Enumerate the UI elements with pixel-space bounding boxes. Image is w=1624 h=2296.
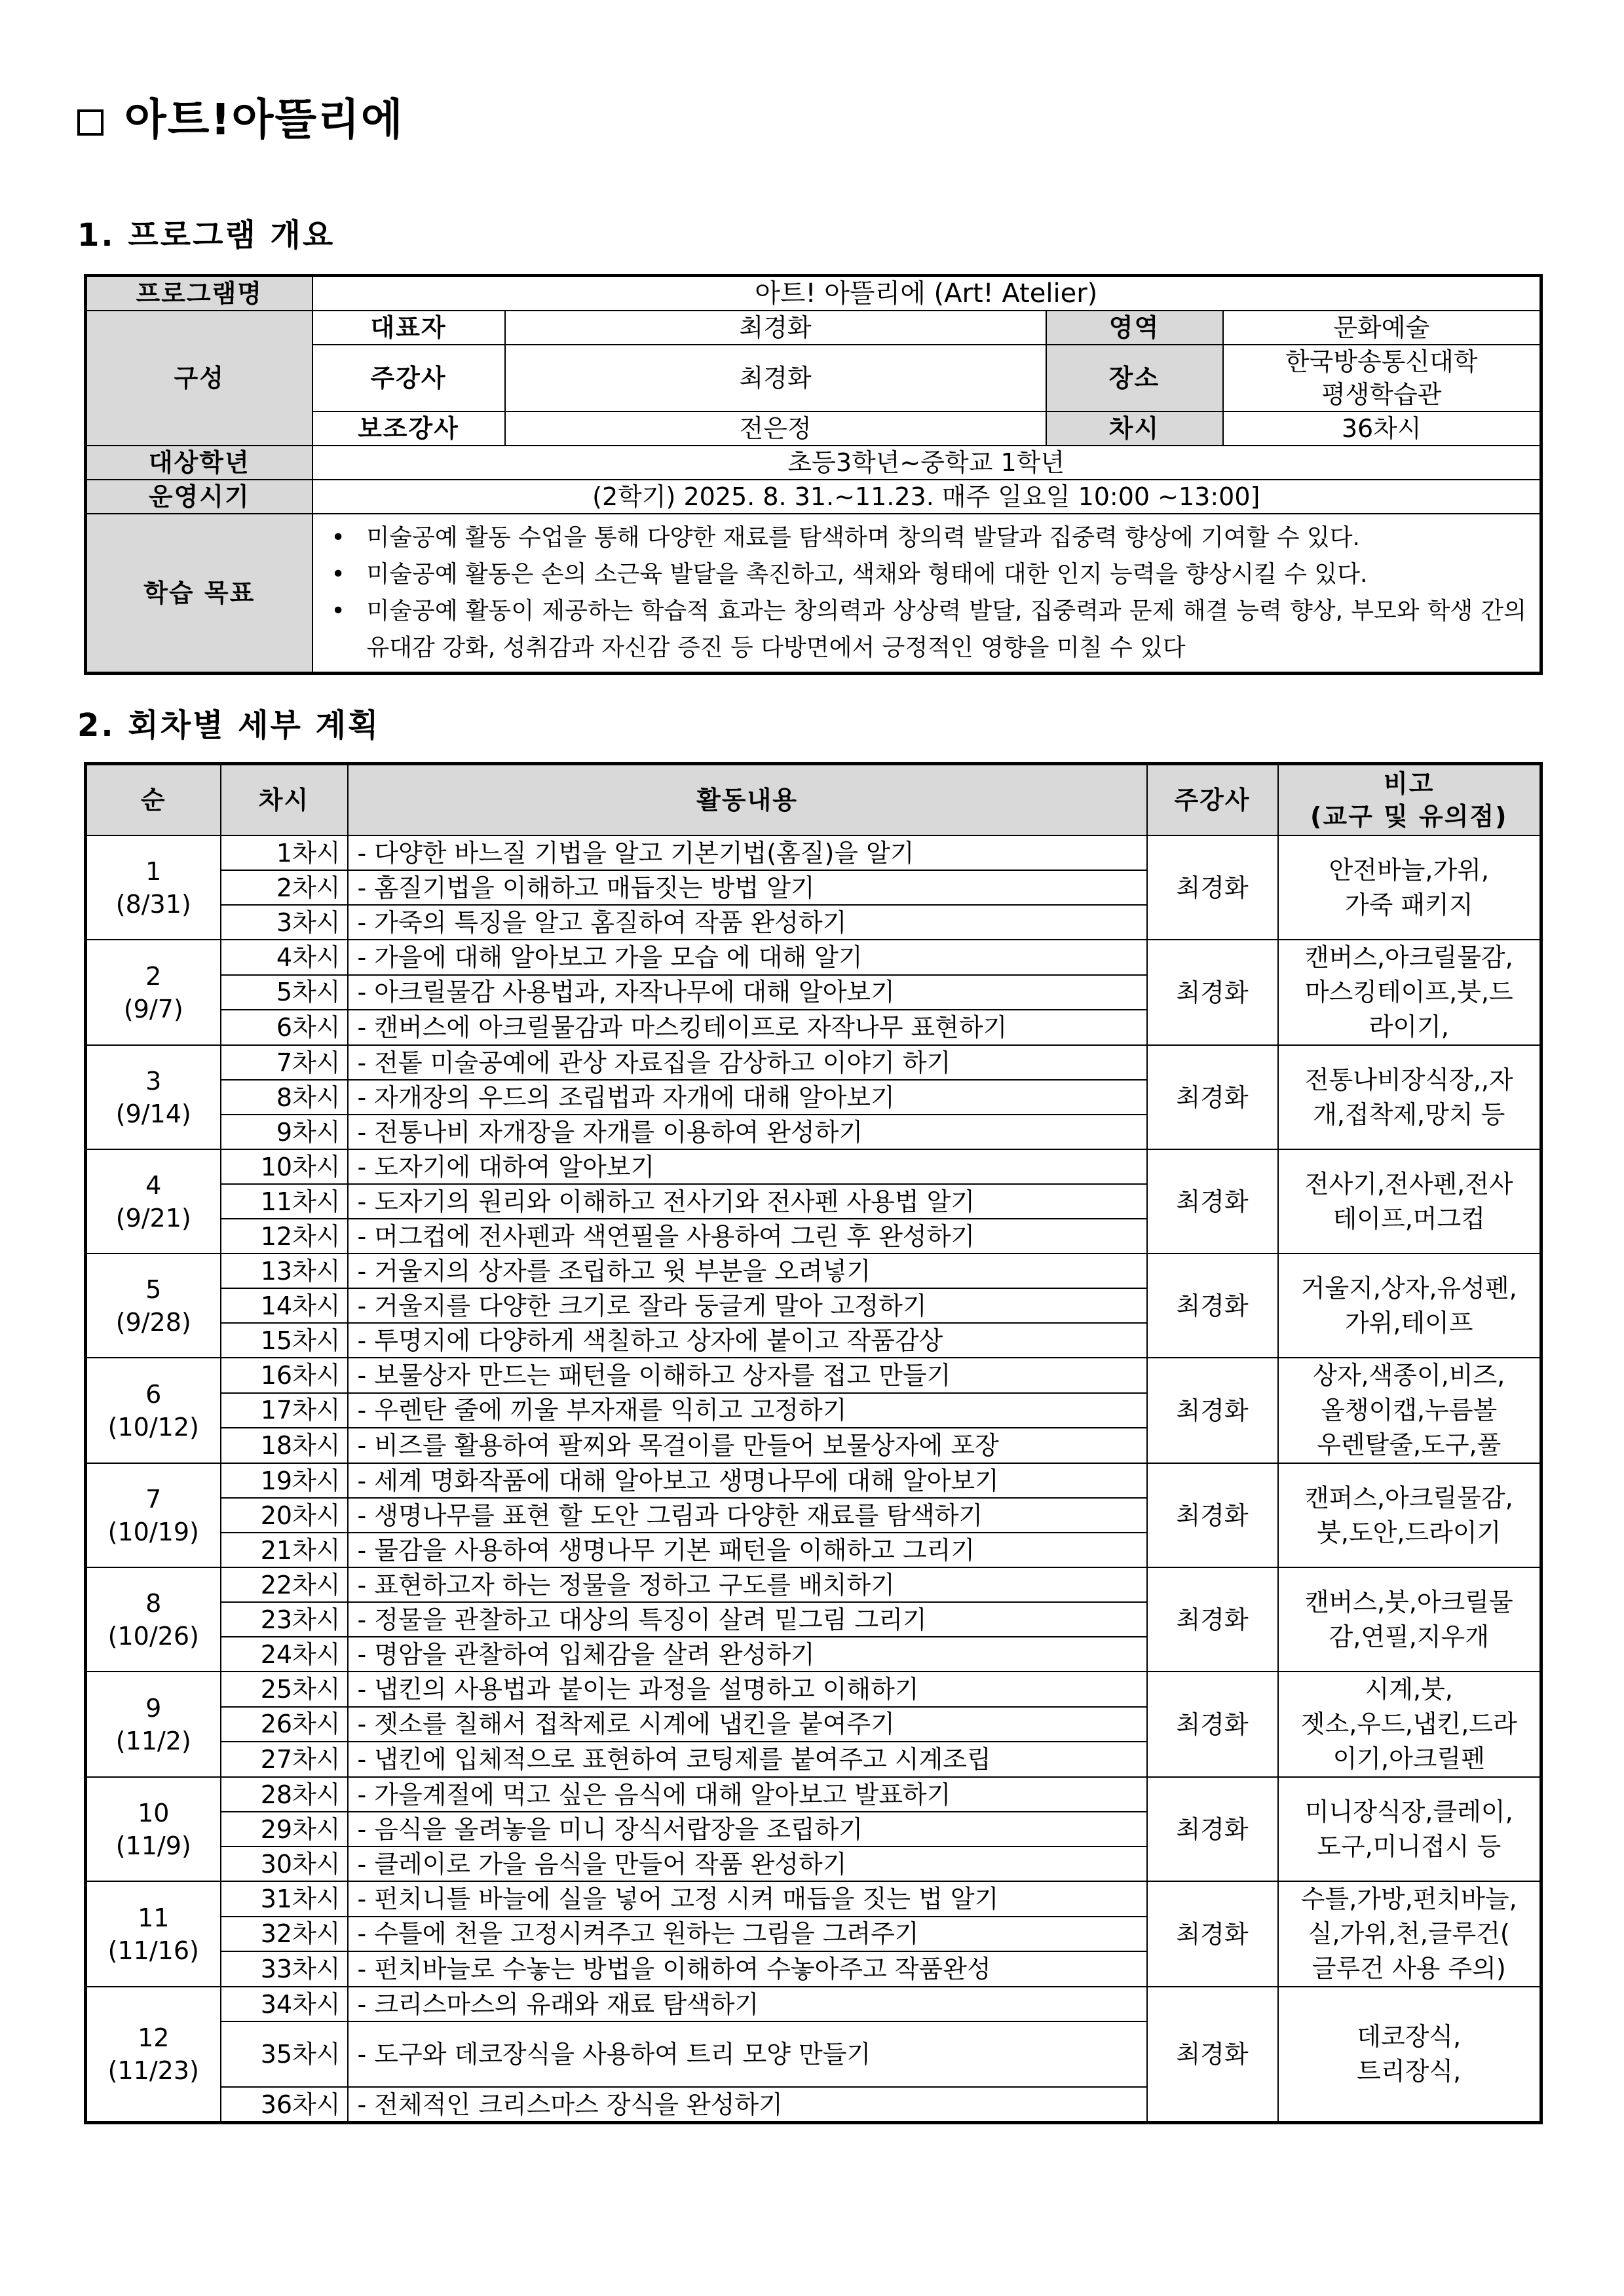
- page-title: [77, 94, 404, 145]
- round-date: (11/2): [115, 1726, 191, 1755]
- session-number: 21차시: [221, 1533, 348, 1567]
- round-cell: [86, 1358, 221, 1463]
- session-number: 34차시: [221, 1987, 348, 2021]
- table-row: [86, 480, 1541, 514]
- activity-content: - 머그컵에 전사펜과 색연필을 사용하여 그린 후 완성하기: [348, 1219, 1147, 1253]
- note-line: 감,연필,지우개: [1329, 1622, 1489, 1651]
- activity-content: - 표현하고자 하는 정물을 정하고 구도를 배치하기: [348, 1567, 1147, 1602]
- session-number: 12차시: [221, 1219, 348, 1253]
- place-line: 평생학습관: [1321, 380, 1442, 409]
- round-note: [1278, 1463, 1541, 1567]
- activity-content: - 냅킨에 입체적으로 표현하여 코팅제를 붙여주고 시계조립: [348, 1742, 1147, 1777]
- round-number: 11: [138, 1903, 170, 1932]
- round-number: 3: [145, 1066, 162, 1096]
- activity-content: - 크리스마스의 유래와 재료 탐색하기: [348, 1987, 1147, 2021]
- session-number: 15차시: [221, 1323, 348, 1358]
- round-number: 9: [145, 1693, 162, 1723]
- table-row: [86, 1987, 1541, 2021]
- table-row: [86, 1881, 1541, 1917]
- header-session: 차시: [221, 764, 348, 836]
- header-note-line: 비고: [1384, 769, 1435, 798]
- round-number: 2: [145, 961, 162, 991]
- note-line: 가죽 패키지: [1344, 890, 1473, 919]
- session-number: 5차시: [221, 975, 348, 1010]
- assistant-value: 전은정: [505, 411, 1046, 446]
- activity-content: - 우렌탄 줄에 끼울 부자재를 익히고 고정하기: [348, 1393, 1147, 1428]
- round-cell: [86, 1463, 221, 1567]
- session-number: 25차시: [221, 1672, 348, 1707]
- activity-content: - 전체적인 크리스마스 장식을 완성하기: [348, 2087, 1147, 2123]
- activity-content: - 자개장의 우드의 조립법과 자개에 대해 알아보기: [348, 1080, 1147, 1115]
- note-line: 올챙이캡,누름볼: [1321, 1396, 1498, 1425]
- header-note: [1278, 764, 1541, 836]
- session-number: 3차시: [221, 905, 348, 940]
- header-instructor: 주강사: [1147, 764, 1278, 836]
- session-number: 32차시: [221, 1917, 348, 1952]
- session-number: 8차시: [221, 1080, 348, 1115]
- round-instructor: 최경화: [1147, 1463, 1278, 1567]
- header-content: 활동내용: [348, 764, 1147, 836]
- session-number: 28차시: [221, 1777, 348, 1812]
- note-line: 가위,테이프: [1344, 1308, 1473, 1337]
- table-row: [86, 311, 1541, 345]
- representative-label: 대표자: [312, 311, 505, 345]
- list-item: • 미술공예 활동은 손의 소근육 발달을 촉진하고, 색채와 형태에 대한 인지 능력을 향상시킬 수 있다.: [326, 556, 1527, 593]
- round-number: 6: [145, 1379, 162, 1409]
- activity-content: - 도구와 데코장식을 사용하여 트리 모양 만들기: [348, 2021, 1147, 2087]
- place-value: [1223, 345, 1541, 411]
- instructor-value: 최경화: [505, 345, 1046, 411]
- session-number: 26차시: [221, 1707, 348, 1742]
- area-value: 문화예술: [1223, 311, 1541, 345]
- session-number: 24차시: [221, 1637, 348, 1672]
- round-cell: [86, 1149, 221, 1253]
- round-note: [1278, 1358, 1541, 1463]
- note-line: 젯소,우드,냅킨,드라: [1300, 1710, 1517, 1738]
- note-line: 마스킹테이프,붓,드: [1304, 978, 1513, 1006]
- note-line: 캔버스,붓,아크릴물: [1304, 1587, 1513, 1617]
- round-instructor: 최경화: [1147, 1881, 1278, 1987]
- note-line: 거울지,상자,유성펜,: [1300, 1273, 1517, 1303]
- goals-label: 학습 목표: [86, 514, 312, 674]
- activity-content: - 캔버스에 아크릴물감과 마스킹테이프로 자작나무 표현하기: [348, 1010, 1147, 1045]
- round-date: (11/23): [107, 2056, 199, 2085]
- round-date: (11/9): [115, 1831, 191, 1860]
- round-instructor: 최경화: [1147, 940, 1278, 1045]
- round-note: [1278, 1987, 1541, 2123]
- round-instructor: 최경화: [1147, 1987, 1278, 2123]
- round-instructor: 최경화: [1147, 835, 1278, 940]
- session-number: 14차시: [221, 1288, 348, 1323]
- round-number: 7: [145, 1484, 162, 1514]
- activity-content: - 다양한 바느질 기법을 알고 기본기법(홈질)을 알기: [348, 835, 1147, 870]
- session-number: 27차시: [221, 1742, 348, 1777]
- round-number: 10: [138, 1798, 170, 1827]
- activity-content: - 냅킨의 사용법과 붙이는 과정을 설명하고 이해하기: [348, 1672, 1147, 1707]
- note-line: 개,접착제,망치 등: [1313, 1100, 1505, 1129]
- session-number: 16차시: [221, 1358, 348, 1393]
- goals-list: [326, 520, 1527, 666]
- session-number: 18차시: [221, 1428, 348, 1463]
- session-number: 19차시: [221, 1463, 348, 1498]
- session-number: 17차시: [221, 1393, 348, 1428]
- round-instructor: 최경화: [1147, 1358, 1278, 1463]
- round-cell: [86, 1777, 221, 1881]
- program-name-value: 아트! 아뜰리에 (Art! Atelier): [312, 276, 1541, 311]
- round-number: 4: [145, 1170, 162, 1200]
- activity-content: - 아크릴물감 사용법과, 자작나무에 대해 알아보기: [348, 975, 1147, 1010]
- round-number: 1: [145, 856, 162, 886]
- session-number: 33차시: [221, 1951, 348, 1987]
- session-number: 36차시: [221, 2087, 348, 2123]
- round-note: [1278, 1253, 1541, 1358]
- list-item: • 미술공예 활동 수업을 통해 다양한 재료를 탐색하며 창의력 발달과 집중력 향상에 기여할 수 있다.: [326, 520, 1527, 556]
- round-cell: [86, 1672, 221, 1777]
- round-cell: [86, 940, 221, 1045]
- checkbox-square-icon: [77, 109, 104, 136]
- note-line: 도구,미니접시 등: [1317, 1831, 1501, 1861]
- activity-content: - 펀치니틀 바늘에 실을 넣어 고정 시켜 매듭을 짓는 법 알기: [348, 1881, 1147, 1917]
- session-number: 9차시: [221, 1115, 348, 1149]
- note-line: 우렌탈줄,도구,풀: [1317, 1430, 1501, 1459]
- note-line: 데코장식,: [1357, 2022, 1462, 2051]
- note-line: 미니장식장,클레이,: [1304, 1797, 1513, 1826]
- round-cell: [86, 1253, 221, 1358]
- program-overview-table: [84, 274, 1543, 675]
- activity-content: - 홈질기법을 이해하고 매듭짓는 방법 알기: [348, 870, 1147, 905]
- session-number: 7차시: [221, 1045, 348, 1080]
- round-note: [1278, 1045, 1541, 1149]
- activity-content: - 가을계절에 먹고 싶은 음식에 대해 알아보고 발표하기: [348, 1777, 1147, 1812]
- round-instructor: 최경화: [1147, 1567, 1278, 1672]
- round-note: [1278, 1672, 1541, 1777]
- note-line: 시계,붓,: [1365, 1675, 1453, 1704]
- sessions-value: 36차시: [1223, 411, 1541, 446]
- sessions-label: 차시: [1046, 411, 1223, 446]
- activity-content: - 전톹 미술공예에 관상 자료집을 감상하고 이야기 하기: [348, 1045, 1147, 1080]
- note-line: 글루건 사용 주의): [1312, 1954, 1506, 1983]
- round-instructor: 최경화: [1147, 1253, 1278, 1358]
- round-cell: [86, 1567, 221, 1672]
- round-instructor: 최경화: [1147, 1777, 1278, 1881]
- activity-content: - 가죽의 특징을 알고 홈질하여 작품 완성하기: [348, 905, 1147, 940]
- table-row: [86, 1253, 1541, 1288]
- note-line: 라이기,: [1369, 1012, 1449, 1041]
- table-row: [86, 1463, 1541, 1498]
- round-date: (9/7): [123, 994, 183, 1024]
- note-line: 전사기,전사펜,전사: [1304, 1169, 1513, 1198]
- session-number: 29차시: [221, 1812, 348, 1846]
- round-date: (11/16): [107, 1936, 199, 1965]
- activity-content: - 명암을 관찰하여 입체감을 살려 완성하기: [348, 1637, 1147, 1672]
- round-number: 8: [145, 1588, 162, 1618]
- section2-title: 2. 회차별 세부 계획: [77, 707, 381, 744]
- table-row: [86, 514, 1541, 674]
- assistant-label: 보조강사: [312, 411, 505, 446]
- table-row: [86, 1149, 1541, 1184]
- activity-content: - 세계 명화작품에 대해 알아보고 생명나무에 대해 알아보기: [348, 1463, 1147, 1498]
- header-order: 순: [86, 764, 221, 836]
- round-note: [1278, 835, 1541, 940]
- session-number: 22차시: [221, 1567, 348, 1602]
- note-line: 이기,아크릴펜: [1332, 1744, 1485, 1773]
- session-number: 13차시: [221, 1253, 348, 1288]
- activity-content: - 보물상자 만드는 패턴을 이해하고 상자를 접고 만들기: [348, 1358, 1147, 1393]
- note-line: 테이프,머그컵: [1332, 1204, 1485, 1233]
- session-number: 30차시: [221, 1846, 348, 1881]
- note-line: 수틀,가방,펀치바늘,: [1300, 1885, 1517, 1913]
- activity-content: - 거울지의 상자를 조립하고 윗 부분을 오려넣기: [348, 1253, 1147, 1288]
- table-row: [86, 446, 1541, 480]
- round-instructor: 최경화: [1147, 1672, 1278, 1777]
- activity-content: - 가을에 대해 알아보고 가을 모습 에 대해 알기: [348, 940, 1147, 975]
- target-value: 초등3학년~중학교 1학년: [312, 446, 1541, 480]
- round-cell: [86, 835, 221, 940]
- round-date: (9/28): [115, 1307, 191, 1337]
- session-number: 2차시: [221, 870, 348, 905]
- note-line: 캔버스,아크릴물감,: [1304, 943, 1513, 972]
- session-number: 23차시: [221, 1602, 348, 1637]
- period-value: (2학기) 2025. 8. 31.~11.23. 매주 일요일 10:00 ~13:00]: [312, 480, 1541, 514]
- table-row: [86, 276, 1541, 311]
- place-line: 한국방송통신대학: [1285, 347, 1478, 376]
- activity-content: - 펀치바늘로 수놓는 방법을 이해하여 수놓아주고 작품완성: [348, 1951, 1147, 1987]
- table-row: [86, 1672, 1541, 1707]
- note-line: 상자,색종이,비즈,: [1313, 1361, 1505, 1390]
- target-label: 대상학년: [86, 446, 312, 480]
- session-number: 35차시: [221, 2021, 348, 2087]
- round-note: [1278, 940, 1541, 1045]
- list-item: • 미술공예 활동이 제공하는 학습적 효과는 창의력과 상상력 발달, 집중력과 문제 해결 능력 향상, 부모와 학생 간의 유대감 강화, 성취감과 자신감 증진 등 다방면에서 긍정적인 영향을 미칠 수 있다: [326, 593, 1527, 666]
- round-date: (9/14): [115, 1099, 191, 1128]
- goals-cell: [312, 514, 1541, 674]
- page-title-text: 아트!아뜰리에: [124, 94, 404, 145]
- representative-value: 최경화: [505, 311, 1046, 345]
- activity-content: - 물감을 사용하여 생명나무 기본 패턴을 이해하고 그리기: [348, 1533, 1147, 1567]
- session-plan-body: [86, 835, 1541, 2123]
- note-line: 실,가위,천,글루건(: [1308, 1919, 1510, 1948]
- activity-content: - 클레이로 가을 음식을 만들어 작품 완성하기: [348, 1846, 1147, 1881]
- place-label: 장소: [1046, 345, 1223, 411]
- round-date: (9/21): [115, 1203, 191, 1233]
- session-number: 6차시: [221, 1010, 348, 1045]
- program-name-label: 프로그램명: [86, 276, 312, 311]
- period-label: 운영시기: [86, 480, 312, 514]
- activity-content: - 수틀에 천을 고정시켜주고 원하는 그림을 그려주기: [348, 1917, 1147, 1952]
- round-number: 5: [145, 1274, 162, 1304]
- activity-content: - 생명나무를 표현 할 도안 그림과 다양한 재료를 탐색하기: [348, 1498, 1147, 1533]
- session-number: 1차시: [221, 835, 348, 870]
- note-line: 안전바늘,가위,: [1329, 855, 1489, 885]
- round-cell: [86, 1045, 221, 1149]
- round-date: (8/31): [115, 889, 191, 919]
- activity-content: - 투명지에 다양하게 색칠하고 상자에 붙이고 작품감상: [348, 1323, 1147, 1358]
- composition-label: 구성: [86, 311, 312, 446]
- note-line: 전통나비장식장,,자: [1304, 1065, 1513, 1094]
- activity-content: - 음식을 올려놓을 미니 장식서랍장을 조립하기: [348, 1812, 1147, 1846]
- section1-title: 1. 프로그램 개요: [77, 217, 335, 254]
- activity-content: - 비즈를 활용하여 팔찌와 목걸이를 만들어 보물상자에 포장: [348, 1428, 1147, 1463]
- table-row: [86, 1358, 1541, 1393]
- activity-content: - 도자기에 대하여 알아보기: [348, 1149, 1147, 1184]
- activity-content: - 전통나비 자개장을 자개를 이용하여 완성하기: [348, 1115, 1147, 1149]
- table-row: [86, 835, 1541, 870]
- session-plan-table: [84, 762, 1543, 2124]
- table-row: [86, 1045, 1541, 1080]
- round-note: [1278, 1567, 1541, 1672]
- round-date: (10/26): [107, 1621, 199, 1651]
- round-instructor: 최경화: [1147, 1149, 1278, 1253]
- table-row: [86, 1777, 1541, 1812]
- table-row: [86, 1567, 1541, 1602]
- session-number: 31차시: [221, 1881, 348, 1917]
- round-date: (10/12): [107, 1412, 199, 1442]
- activity-content: - 도자기의 원리와 이해하고 전사기와 전사펜 사용법 알기: [348, 1184, 1147, 1219]
- note-line: 트리장식,: [1357, 2057, 1462, 2086]
- header-note-line: (교구 및 유의점): [1310, 802, 1508, 831]
- activity-content: - 정물을 관찰하고 대상의 특징이 살려 밑그림 그리기: [348, 1602, 1147, 1637]
- note-line: 캔퍼스,아크릴물감,: [1304, 1483, 1513, 1512]
- round-instructor: 최경화: [1147, 1045, 1278, 1149]
- round-note: [1278, 1777, 1541, 1881]
- table-header-row: [86, 764, 1541, 836]
- session-number: 4차시: [221, 940, 348, 975]
- round-note: [1278, 1881, 1541, 1987]
- round-date: (10/19): [107, 1517, 199, 1546]
- activity-content: - 거울지를 다양한 크기로 잘라 둥글게 말아 고정하기: [348, 1288, 1147, 1323]
- round-note: [1278, 1149, 1541, 1253]
- session-number: 11차시: [221, 1184, 348, 1219]
- round-cell: [86, 1881, 221, 1987]
- round-cell: [86, 1987, 221, 2123]
- session-number: 20차시: [221, 1498, 348, 1533]
- activity-content: - 젯소를 칠해서 접착제로 시계에 냅킨을 붙여주기: [348, 1707, 1147, 1742]
- round-number: 12: [138, 2023, 170, 2052]
- note-line: 붓,도안,드라이기: [1317, 1518, 1501, 1547]
- instructor-label: 주강사: [312, 345, 505, 411]
- area-label: 영역: [1046, 311, 1223, 345]
- session-number: 10차시: [221, 1149, 348, 1184]
- table-row: [86, 940, 1541, 975]
